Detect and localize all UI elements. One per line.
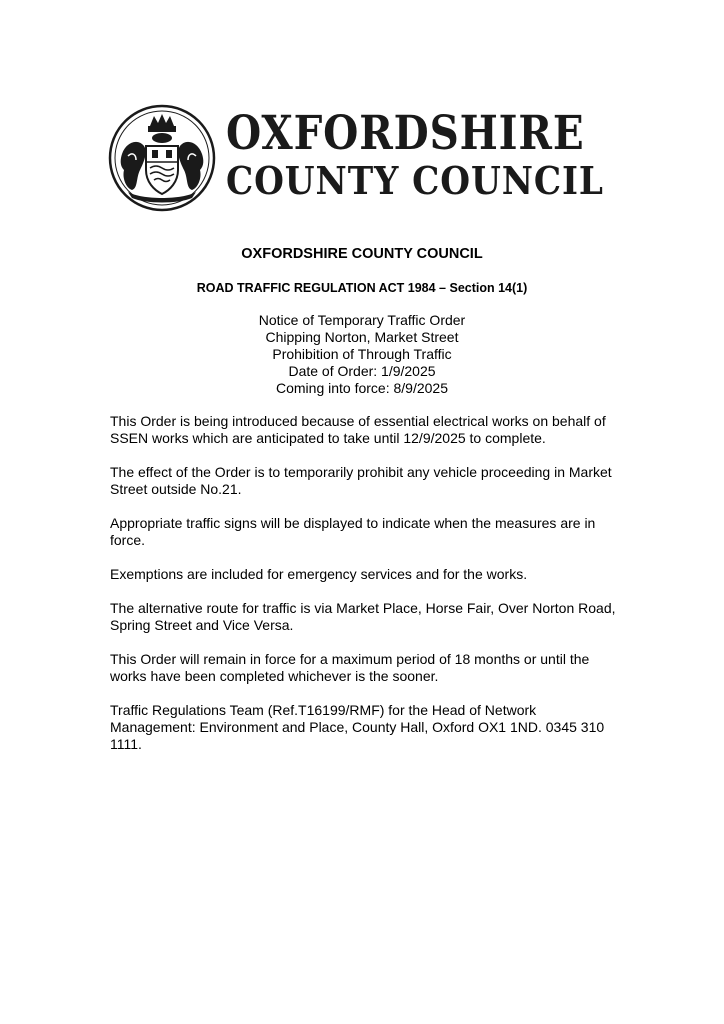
notice-title: Notice of Temporary Traffic Order: [258, 312, 466, 328]
paragraph-signs: Appropriate traffic signs will be displayed to indicate when the measures are in force.: [110, 515, 596, 548]
paragraph-effect: The effect of the Order is to temporarily prohibit any vehicle proceeding in Market Street outside No.21.: [110, 464, 612, 497]
notice-summary: [0, 312, 724, 397]
act-heading: ROAD TRAFFIC REGULATION ACT 1984 – Section 14(1): [196, 281, 528, 295]
notice-prohibition: Prohibition of Through Traffic: [272, 346, 452, 362]
council-wordmark: [226, 108, 618, 204]
paragraph-alternative-route: The alternative route for traffic is via Market Place, Horse Fair, Over Norton Road, Spring Street and Vice Versa.: [110, 600, 616, 633]
paragraph-contact: Traffic Regulations Team (Ref.T16199/RMF) for the Head of Network Management: Environment and Place, County Hall, Oxford OX1 1ND. 0345 310 1111.: [110, 702, 605, 752]
paragraph-duration: This Order will remain in force for a maximum period of 18 months or until the works have been completed whichever is the sooner.: [110, 651, 590, 684]
wordmark-line-1: OXFORDSHIRE: [226, 106, 585, 161]
notice-coming-into-force: Coming into force: 8/9/2025: [276, 380, 448, 396]
wordmark-line-2: COUNTY COUNCIL: [226, 158, 604, 203]
document-heading: OXFORDSHIRE COUNTY COUNCIL: [241, 246, 483, 262]
notice-location: Chipping Norton, Market Street: [265, 329, 459, 345]
coat-of-arms-icon: [108, 104, 216, 212]
paragraph-reason: This Order is being introduced because of essential electrical works on behalf of SSEN works which are anticipated to take until 12/9/2025 to complete.: [110, 413, 606, 446]
paragraph-exemptions: Exemptions are included for emergency services and for the works.: [110, 566, 528, 582]
notice-body: [110, 413, 620, 770]
council-logo: [108, 104, 618, 216]
notice-date-of-order: Date of Order: 1/9/2025: [288, 363, 436, 379]
